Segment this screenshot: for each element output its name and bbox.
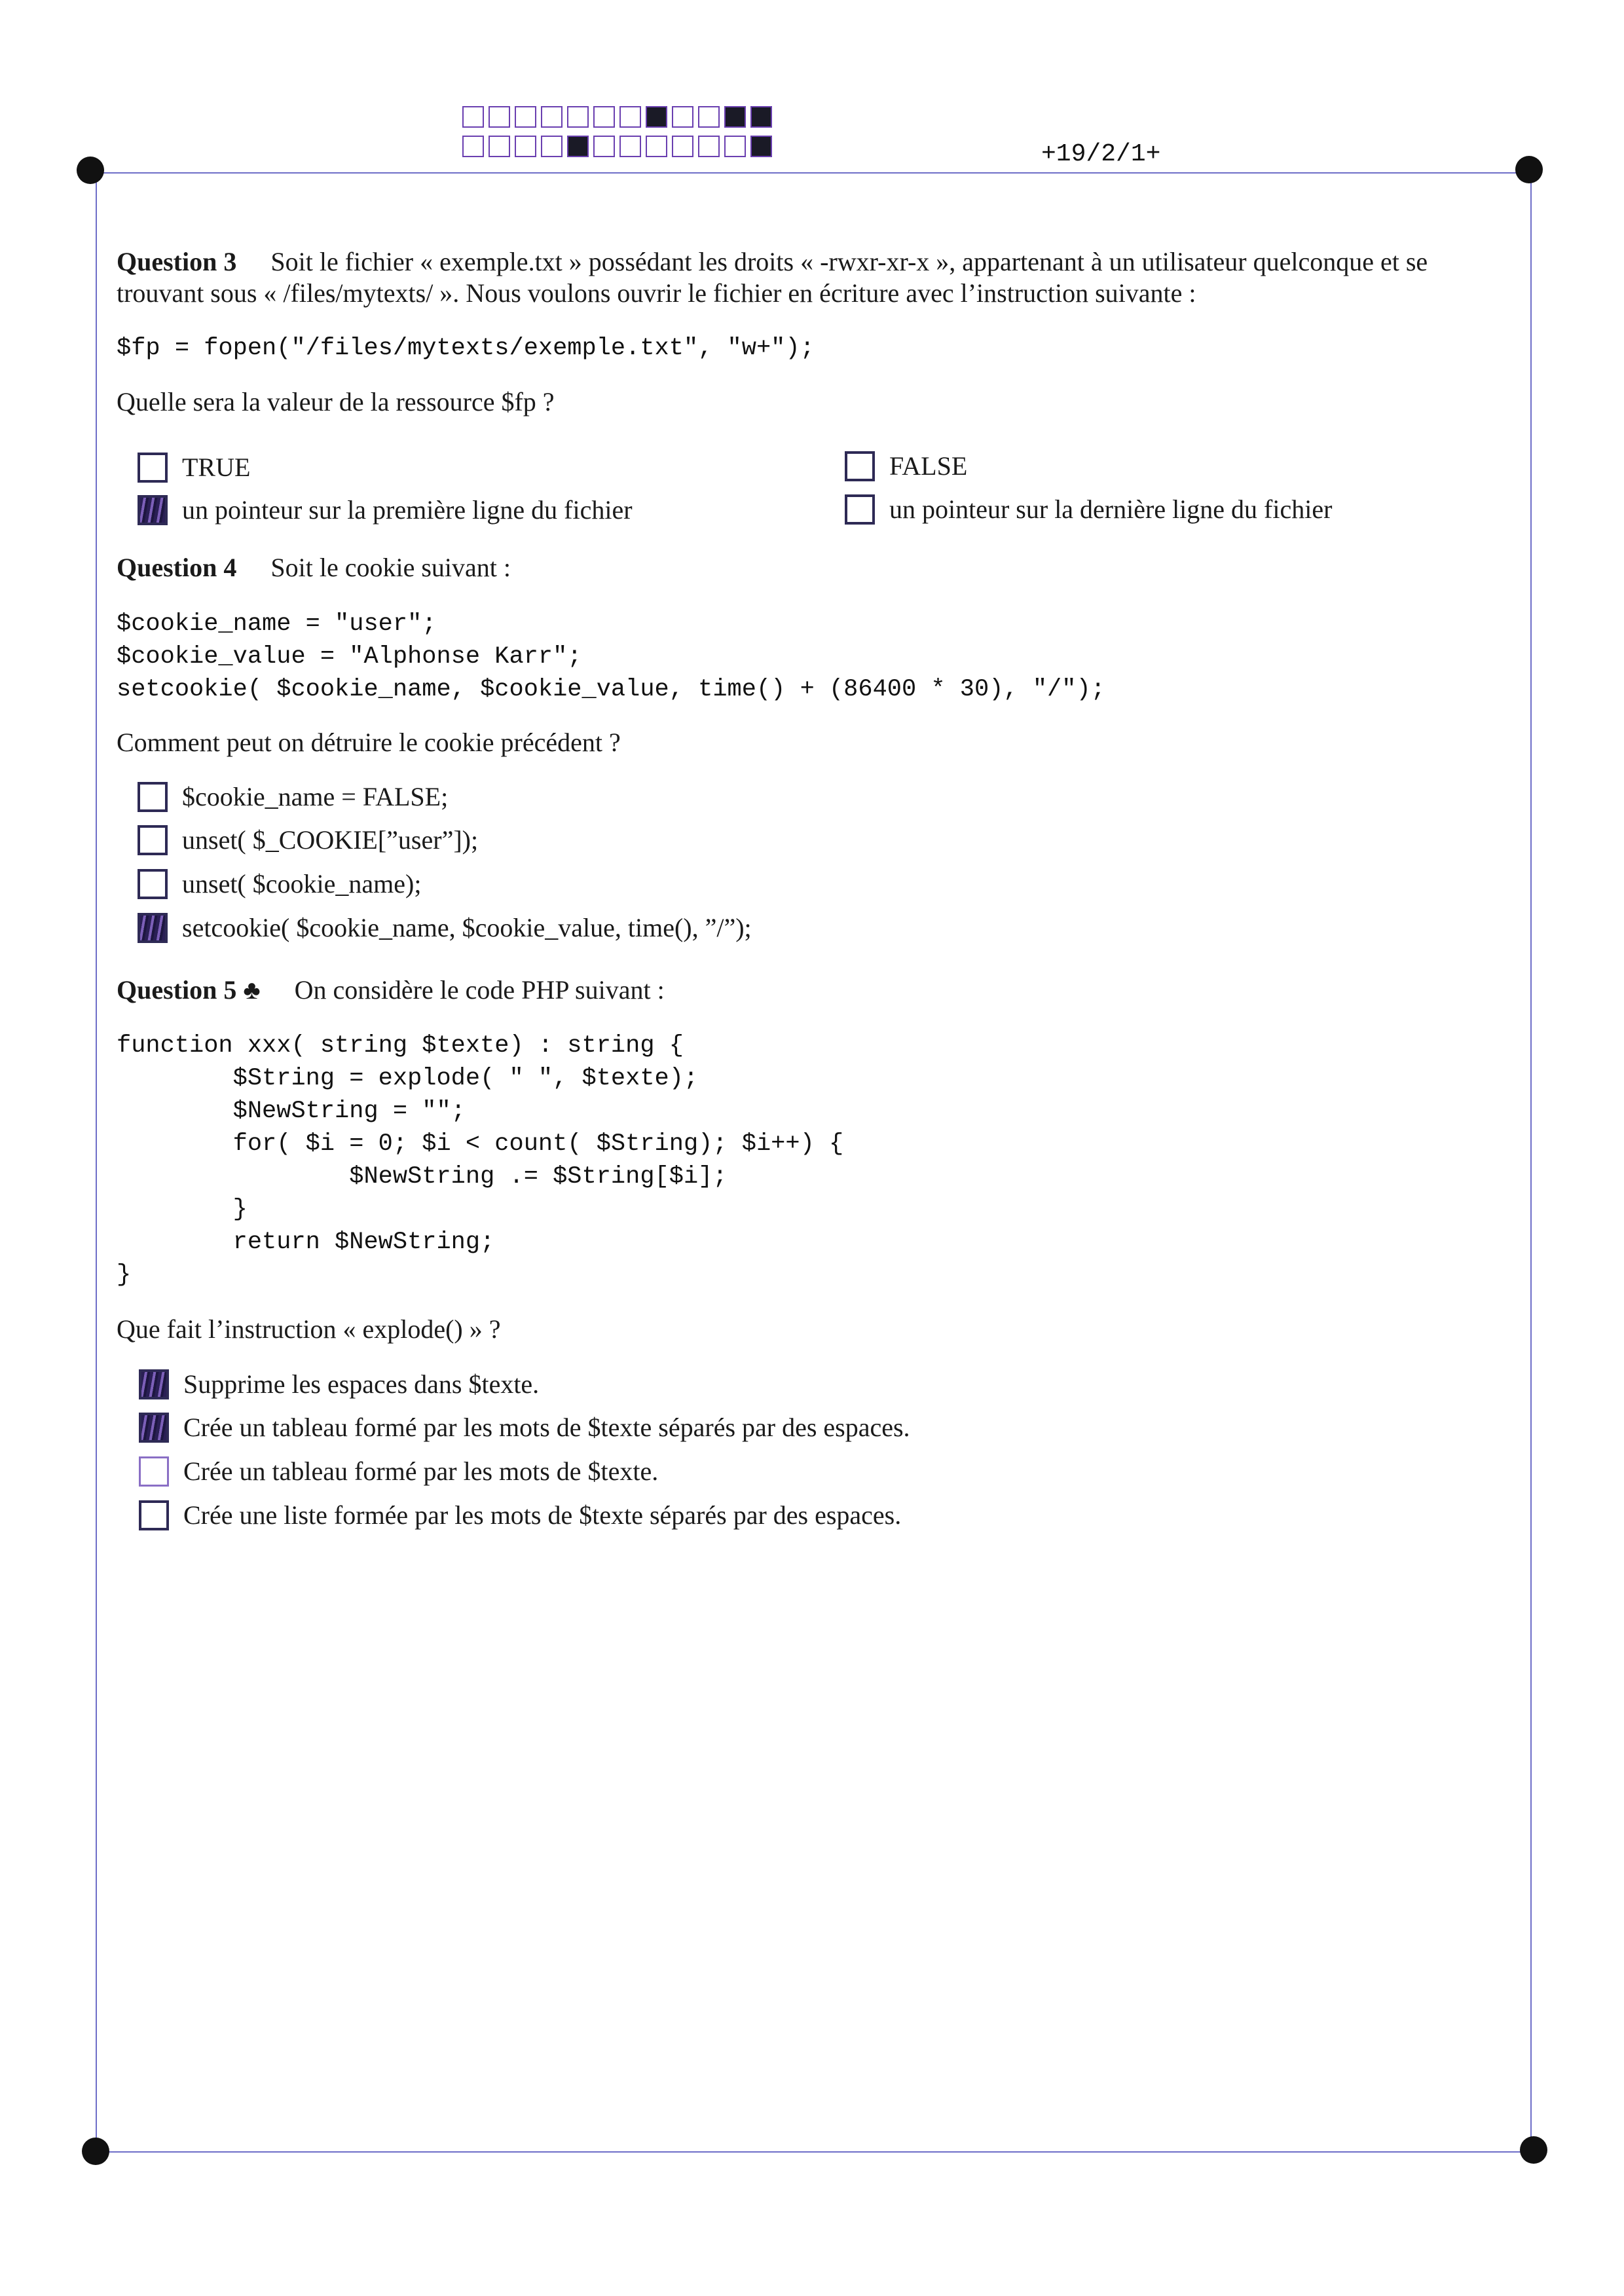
question-3-prompt: Quelle sera la valeur de la ressource $fp ? bbox=[117, 387, 555, 417]
code-line: $NewString .= $String[$i]; bbox=[117, 1163, 728, 1191]
code-line: setcookie( $cookie_name, $cookie_value, time() + (86400 * 30), "/"); bbox=[117, 676, 1105, 703]
code-bit bbox=[750, 106, 772, 128]
code-line: $cookie_value = "Alphonse Karr"; bbox=[117, 643, 582, 671]
q5-option-1[interactable]: Supprime les espaces dans $texte. bbox=[139, 1369, 539, 1399]
question-3-code: $fp = fopen("/files/mytexts/exemple.txt", "w+"); bbox=[117, 335, 815, 362]
question-3-label: Question 3 bbox=[117, 247, 237, 276]
code-bit bbox=[672, 136, 693, 157]
code-line: function xxx( string $texte) : string { bbox=[117, 1032, 684, 1060]
question-5-heading: Question 5 ♣ On considère le code PHP suivant : bbox=[117, 975, 665, 1005]
code-bit bbox=[541, 106, 563, 128]
checkbox[interactable] bbox=[138, 453, 168, 483]
checkbox[interactable] bbox=[138, 495, 168, 525]
q4-option-2[interactable]: unset( $_COOKIE[”user”]); bbox=[138, 824, 478, 855]
checkbox[interactable] bbox=[138, 913, 168, 943]
q3-option-first-line[interactable]: un pointeur sur la première ligne du fichier bbox=[138, 494, 633, 525]
q5-option-4[interactable]: Crée une liste formée par les mots de $texte séparés par des espaces. bbox=[139, 1500, 901, 1530]
code-bit bbox=[515, 136, 536, 157]
question-5-label: Question 5 ♣ bbox=[117, 975, 261, 1005]
q4-option-4[interactable]: setcookie( $cookie_name, $cookie_value, time(), ”/”); bbox=[138, 912, 752, 943]
checkbox[interactable] bbox=[139, 1456, 169, 1487]
q5-option-3[interactable]: Crée un tableau formé par les mots de $texte. bbox=[139, 1456, 658, 1487]
question-5-prompt: Que fait l’instruction « explode() » ? bbox=[117, 1314, 501, 1344]
q3-option-last-line[interactable]: un pointeur sur la dernière ligne du fichier bbox=[845, 494, 1332, 525]
checkbox[interactable] bbox=[845, 494, 875, 525]
code-bit bbox=[724, 136, 746, 157]
code-bit bbox=[489, 106, 510, 128]
question-4-heading: Question 4 Soit le cookie suivant : bbox=[117, 553, 511, 582]
q3-option-true[interactable]: TRUE bbox=[138, 452, 250, 483]
corner-mark-top-left bbox=[77, 157, 104, 184]
question-3-text-line2: trouvant sous « /files/mytexts/ ». Nous voulons ouvrir le fichier en écriture avec l’instruction suivante : bbox=[117, 278, 1196, 308]
q4-option-3[interactable]: unset( $cookie_name); bbox=[138, 868, 421, 899]
code-bit bbox=[515, 106, 536, 128]
code-bit bbox=[646, 106, 667, 128]
code-bit bbox=[724, 106, 746, 128]
checkbox[interactable] bbox=[139, 1369, 169, 1399]
checkbox[interactable] bbox=[138, 782, 168, 812]
corner-mark-top-right bbox=[1515, 156, 1543, 183]
code-line: } bbox=[117, 1261, 132, 1289]
corner-mark-bottom-left bbox=[82, 2138, 109, 2165]
code-bit bbox=[672, 106, 693, 128]
code-bit bbox=[593, 136, 615, 157]
code-bit bbox=[541, 136, 563, 157]
code-line: $NewString = ""; bbox=[117, 1098, 466, 1125]
question-4-label: Question 4 bbox=[117, 553, 237, 582]
checkbox[interactable] bbox=[138, 869, 168, 899]
question-5-code bbox=[117, 1029, 843, 1291]
code-line: } bbox=[117, 1196, 248, 1223]
code-line: $String = explode( " ", $texte); bbox=[117, 1065, 699, 1092]
code-bit bbox=[619, 106, 641, 128]
code-bit bbox=[619, 136, 641, 157]
code-bit bbox=[567, 136, 589, 157]
question-4-prompt: Comment peut on détruire le cookie précédent ? bbox=[117, 728, 621, 757]
question-4-code bbox=[117, 608, 1105, 706]
code-bit bbox=[698, 136, 720, 157]
code-line: return $NewString; bbox=[117, 1229, 495, 1256]
page-id: +19/2/1+ bbox=[1041, 140, 1161, 168]
checkbox[interactable] bbox=[845, 451, 875, 481]
code-line: $cookie_name = "user"; bbox=[117, 610, 437, 638]
question-3-text-line1: Question 3 Soit le fichier « exemple.txt » possédant les droits « -rwxr-xr-x », appartenant à un utilisateur quelconque et se bbox=[117, 247, 1428, 276]
code-row bbox=[462, 106, 777, 128]
code-bit bbox=[567, 106, 589, 128]
code-row bbox=[462, 136, 777, 157]
binary-id-code bbox=[462, 106, 777, 165]
checkbox[interactable] bbox=[139, 1500, 169, 1530]
corner-mark-bottom-right bbox=[1520, 2136, 1547, 2164]
code-bit bbox=[489, 136, 510, 157]
q4-option-1[interactable]: $cookie_name = FALSE; bbox=[138, 781, 448, 812]
code-bit bbox=[593, 106, 615, 128]
q3-option-false[interactable]: FALSE bbox=[845, 451, 967, 481]
code-bit bbox=[462, 136, 484, 157]
code-bit bbox=[698, 106, 720, 128]
checkbox[interactable] bbox=[138, 825, 168, 855]
q5-option-2[interactable]: Crée un tableau formé par les mots de $texte séparés par des espaces. bbox=[139, 1412, 910, 1443]
code-line: for( $i = 0; $i < count( $String); $i++) { bbox=[117, 1130, 844, 1158]
code-bit bbox=[462, 106, 484, 128]
code-bit bbox=[750, 136, 772, 157]
checkbox[interactable] bbox=[139, 1413, 169, 1443]
code-bit bbox=[646, 136, 667, 157]
